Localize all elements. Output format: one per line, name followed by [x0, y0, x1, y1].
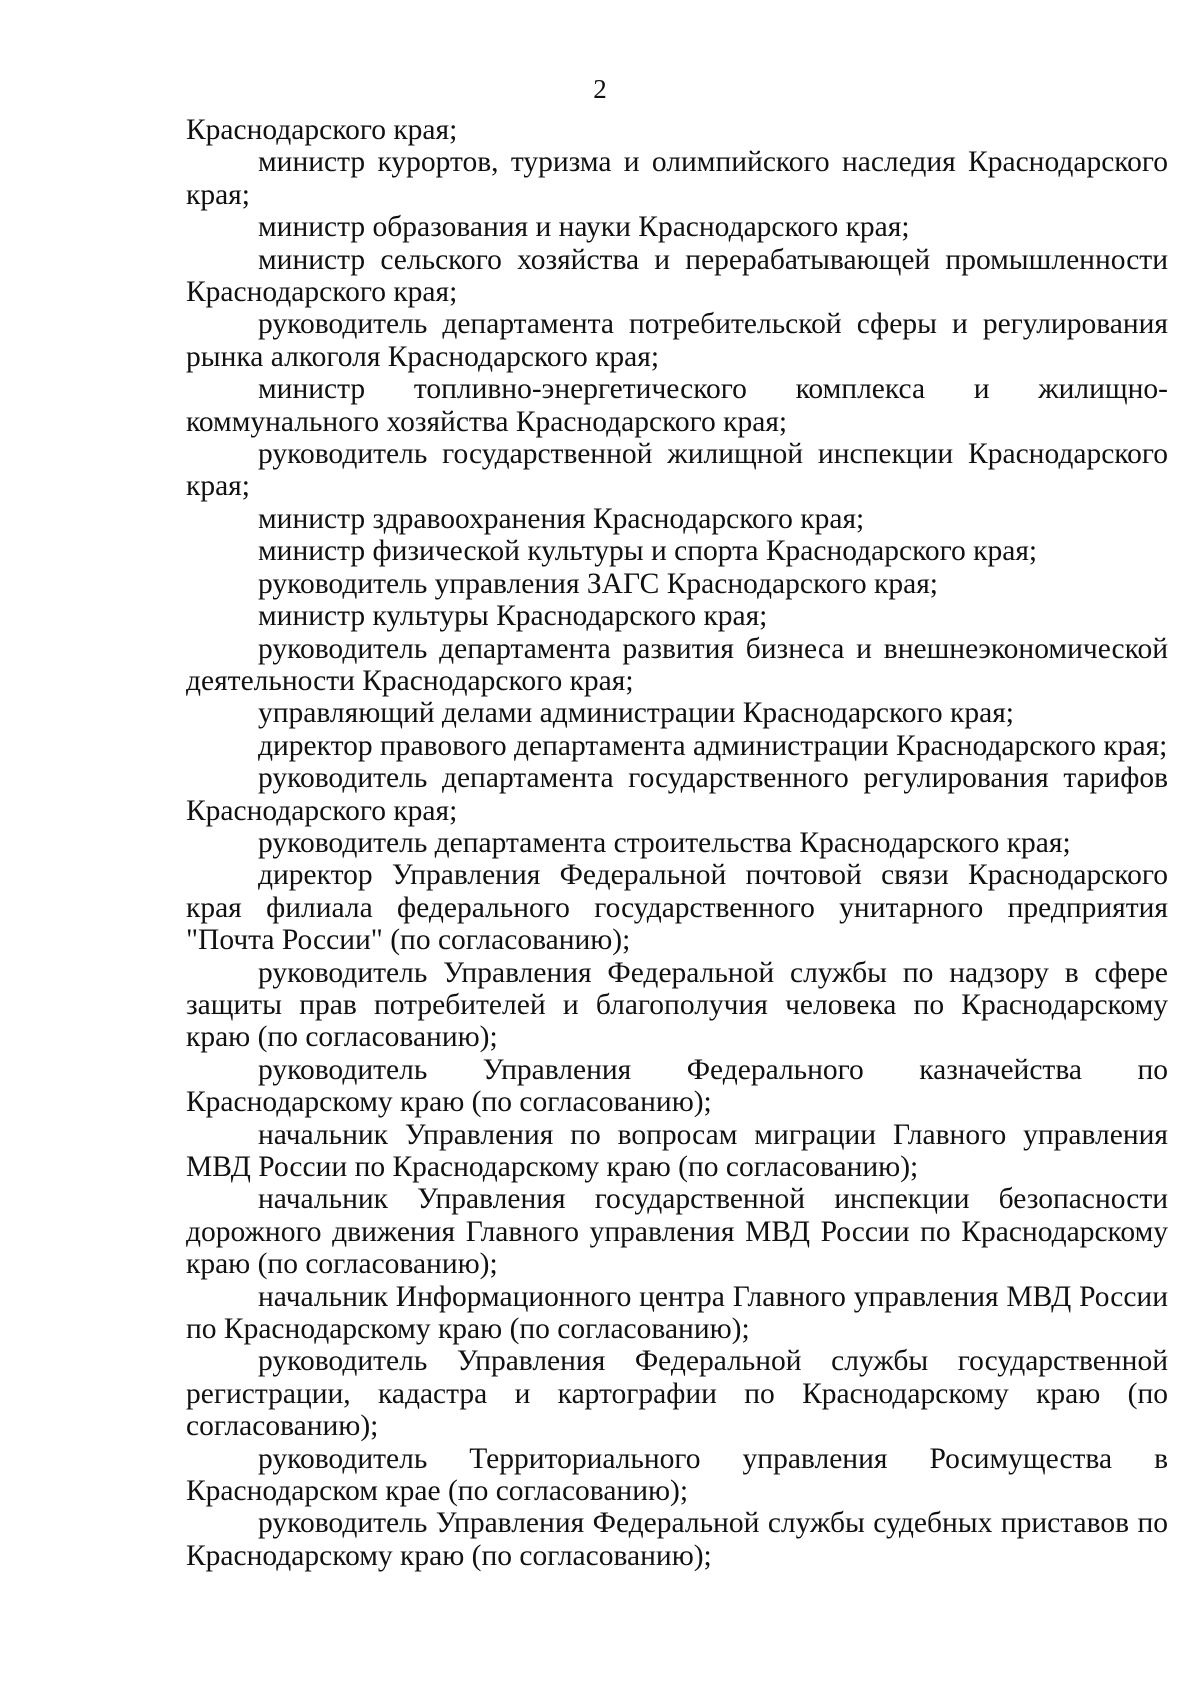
- list-item: министр физической культуры и спорта Краснодарского края;: [258, 535, 1038, 568]
- list-item: руководитель Управления Федеральной службы судебных приставов по Краснодарскому краю (по согласованию);: [186, 1507, 1168, 1572]
- page-number: 2: [593, 74, 607, 104]
- list-item: министр курортов, туризма и олимпийского наследия Краснодарского края;: [186, 146, 1168, 211]
- list-item: руководитель управления ЗАГС Краснодарского края;: [258, 567, 938, 600]
- list-item: начальник Информационного центра Главного управления МВД России по Краснодарскому краю (по согласованию);: [186, 1280, 1168, 1346]
- paragraph-continuation: Краснодарского края;: [186, 114, 458, 146]
- list-item: начальник Управления государственной инспекции безопасности дорожного движения Главного управления МВД России по Краснодарскому краю (по согласованию);: [186, 1183, 1168, 1281]
- list-item: руководитель Управления Федеральной службы по надзору в сфере защиты прав потребителей и благополучия человека по Краснодарскому краю (по согласованию);: [186, 956, 1168, 1054]
- list-item: министр топливно-энергетического комплекса и жилищно-коммунального хозяйства Краснодарского края;: [186, 373, 1168, 438]
- list-item: министр сельского хозяйства и перерабатывающей промышленности Краснодарского края;: [186, 243, 1168, 309]
- list-item: министр здравоохранения Краснодарского края;: [258, 502, 865, 535]
- list-item: директор правового департамента администрации Краснодарского края;: [258, 729, 1168, 762]
- list-item: руководитель Территориального управления Росимущества в Краснодарском крае (по согласованию);: [186, 1442, 1168, 1508]
- list-item: директор Управления Федеральной почтовой связи Краснодарского края филиала федерального государственного унитарного предприятия "Почта России" (по согласованию);: [186, 859, 1168, 957]
- list-item: начальник Управления по вопросам миграции Главного управления МВД России по Краснодарскому краю (по согласованию);: [186, 1118, 1168, 1183]
- list-item: руководитель департамента развития бизнеса и внешнеэкономической деятельности Краснодарского края;: [186, 632, 1168, 697]
- list-item: министр культуры Краснодарского края;: [258, 600, 768, 633]
- list-item: руководитель департамента государственного регулирования тарифов Краснодарского края;: [186, 762, 1168, 827]
- list-item: руководитель департамента строительства Краснодарского края;: [258, 826, 1071, 859]
- list-item: министр образования и науки Краснодарского края;: [258, 211, 910, 244]
- list-item: руководитель департамента потребительской сферы и регулирования рынка алкоголя Краснодарского края;: [186, 308, 1168, 373]
- list-item: руководитель Управления Федеральной службы государственной регистрации, кадастра и картографии по Краснодарскому краю (по согласованию);: [186, 1345, 1168, 1443]
- list-item: руководитель Управления Федерального казначейства по Краснодарскому краю (по согласованию);: [186, 1053, 1168, 1119]
- list-item: руководитель государственной жилищной инспекции Краснодарского края;: [186, 438, 1168, 503]
- document-body: [186, 114, 1168, 1572]
- list-item: управляющий делами администрации Краснодарского края;: [258, 697, 1014, 730]
